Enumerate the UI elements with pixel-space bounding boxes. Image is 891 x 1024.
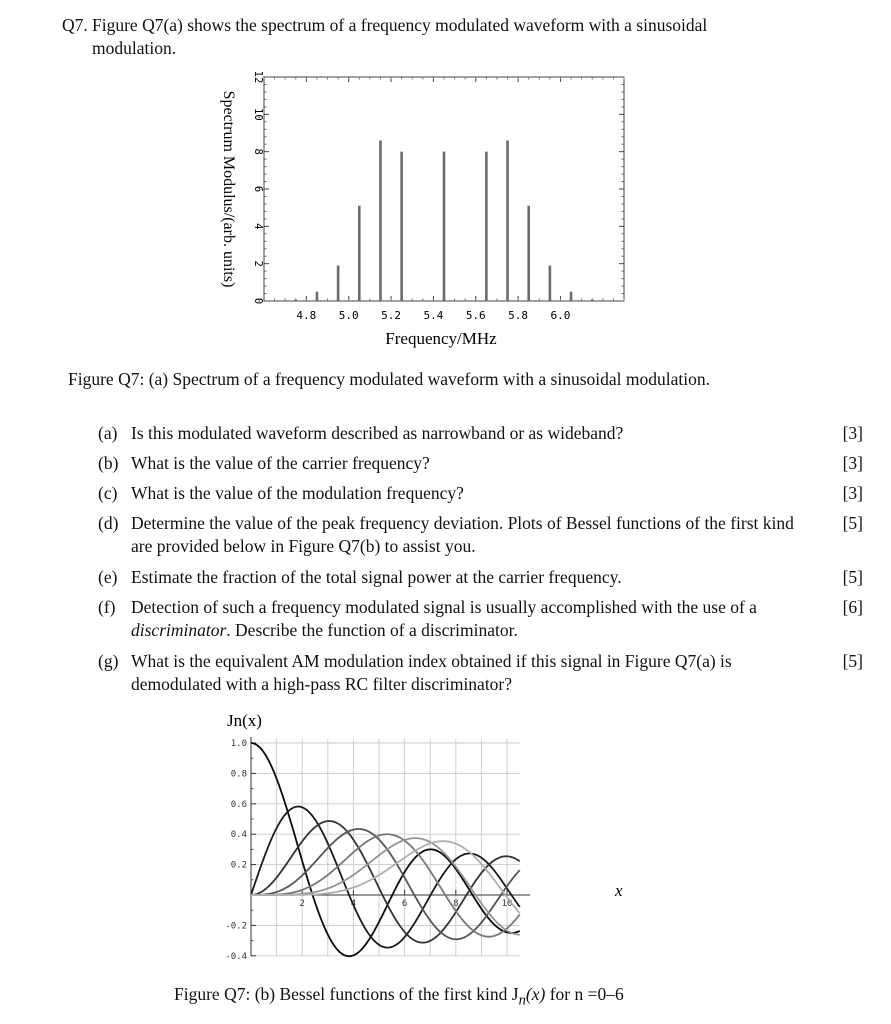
spectrum-x-tick-label: 6.0	[550, 309, 571, 322]
part-a-text: Is this modulated waveform described as narrowband or as wideband?	[131, 423, 624, 443]
bessel-y-tick-label: 0.8	[230, 769, 247, 780]
figure-b-caption-sub: n	[518, 992, 526, 1009]
part-b-text: What is the value of the carrier frequency?	[131, 453, 430, 473]
bessel-x-tick-label: 2	[299, 899, 305, 909]
bessel-x-axis-label: x	[615, 881, 623, 900]
bessel-y-tick-label: -0.2	[225, 921, 247, 932]
question-text-line1: Figure Q7(a) shows the spectrum of a frequency modulated waveform with a sinusoidal	[92, 15, 708, 35]
bessel-x-tick-label: 4	[350, 899, 357, 909]
question-text-line2: modulation.	[92, 38, 177, 58]
bessel-y-tick-label: 0.2	[230, 860, 247, 871]
bessel-x-tick-label: 10	[501, 899, 513, 909]
part-f	[98, 596, 863, 650]
question-number: Q7.	[62, 15, 88, 35]
spectrum-x-axis-label: Frequency/MHz	[385, 329, 497, 348]
figure-b-caption	[174, 984, 624, 1010]
figure-a-caption: Figure Q7: (a) Spectrum of a frequency modulated waveform with a sinusoidal modulation.	[68, 369, 710, 389]
bessel-x-tick-label: 6	[401, 899, 408, 909]
bessel-x-tick-label: 8	[453, 899, 459, 909]
part-b	[98, 452, 863, 482]
bessel-curve-j5	[251, 838, 520, 935]
part-a-label: (a)	[98, 423, 118, 443]
part-f-label: (f)	[98, 597, 116, 617]
bessel-curve-j1	[251, 807, 520, 948]
part-f-marks: [6]	[842, 597, 863, 617]
figure-b-caption-prefix: Figure Q7: (b) Bessel functions of the first kind J	[174, 984, 519, 1004]
spectrum-x-tick-label: 4.8	[296, 309, 317, 322]
spectrum-y-tick-label: 4	[252, 223, 264, 230]
part-g-marks: [5]	[842, 651, 863, 671]
spectrum-y-tick-label: 0	[252, 297, 264, 305]
figure-b-caption-arg: (x)	[525, 984, 546, 1004]
part-e-label: (e)	[98, 567, 118, 587]
part-e-marks: [5]	[842, 567, 863, 587]
bessel-chart	[205, 708, 645, 970]
spectrum-x-tick-label: 5.2	[381, 309, 401, 322]
spectrum-y-tick-label: 10	[252, 108, 264, 121]
part-a-marks: [3]	[842, 423, 863, 443]
part-a	[98, 422, 863, 452]
spectrum-chart	[210, 68, 640, 353]
part-d-label: (d)	[98, 513, 119, 533]
spectrum-y-tick-label: 6	[252, 185, 264, 193]
question-parts	[98, 422, 863, 696]
part-g-text: What is the equivalent AM modulation index obtained if this signal in Figure Q7(a) is demodulated with a high-pass RC filter discriminator?	[131, 651, 732, 694]
spectrum-y-tick-label: 8	[252, 148, 264, 155]
bessel-y-tick-label: 0.6	[230, 799, 247, 810]
spectrum-y-axis-label: Spectrum Modulus/(arb. units)	[220, 90, 237, 288]
bessel-y-tick-label: -0.4	[225, 951, 247, 962]
figure-b-caption-suffix: for n =0–6	[545, 984, 624, 1004]
part-f-text	[131, 596, 796, 650]
bessel-y-tick-label: 1.0	[230, 739, 247, 749]
question-heading	[62, 14, 802, 60]
part-c-marks: [3]	[842, 483, 863, 503]
part-b-marks: [3]	[842, 453, 863, 473]
part-b-label: (b)	[98, 453, 119, 473]
part-f-text-before: Detection of such a frequency modulated signal is usually accomplished with the use of a	[131, 597, 757, 617]
spectrum-x-tick-label: 5.4	[423, 309, 444, 322]
part-c	[98, 482, 863, 512]
spectrum-x-tick-label: 5.8	[508, 309, 529, 322]
spectrum-y-tick-label: 2	[252, 260, 264, 267]
part-e-text: Estimate the fraction of the total signal power at the carrier frequency.	[131, 567, 622, 587]
bessel-y-axis-label: Jn(x)	[227, 711, 262, 730]
part-g	[98, 650, 863, 696]
part-c-label: (c)	[98, 483, 118, 503]
part-f-text-after: . Describe the function of a discriminator.	[226, 620, 518, 640]
bessel-y-tick-label: 0.4	[230, 830, 247, 841]
part-e	[98, 566, 863, 596]
spectrum-x-tick-label: 5.0	[338, 309, 359, 322]
part-f-text-em: discriminator	[131, 620, 227, 640]
bessel-curve-j3	[251, 829, 520, 939]
part-d-marks: [5]	[842, 513, 863, 533]
part-d-text: Determine the value of the peak frequency deviation. Plots of Bessel functions of the first kind are provided below in Figure Q7(b) to assist you.	[131, 513, 794, 556]
part-c-text: What is the value of the modulation frequency?	[131, 483, 464, 503]
spectrum-y-tick-label: 12	[252, 70, 264, 84]
part-g-label: (g)	[98, 651, 119, 671]
part-d	[98, 512, 863, 566]
spectrum-x-tick-label: 5.6	[465, 309, 486, 322]
